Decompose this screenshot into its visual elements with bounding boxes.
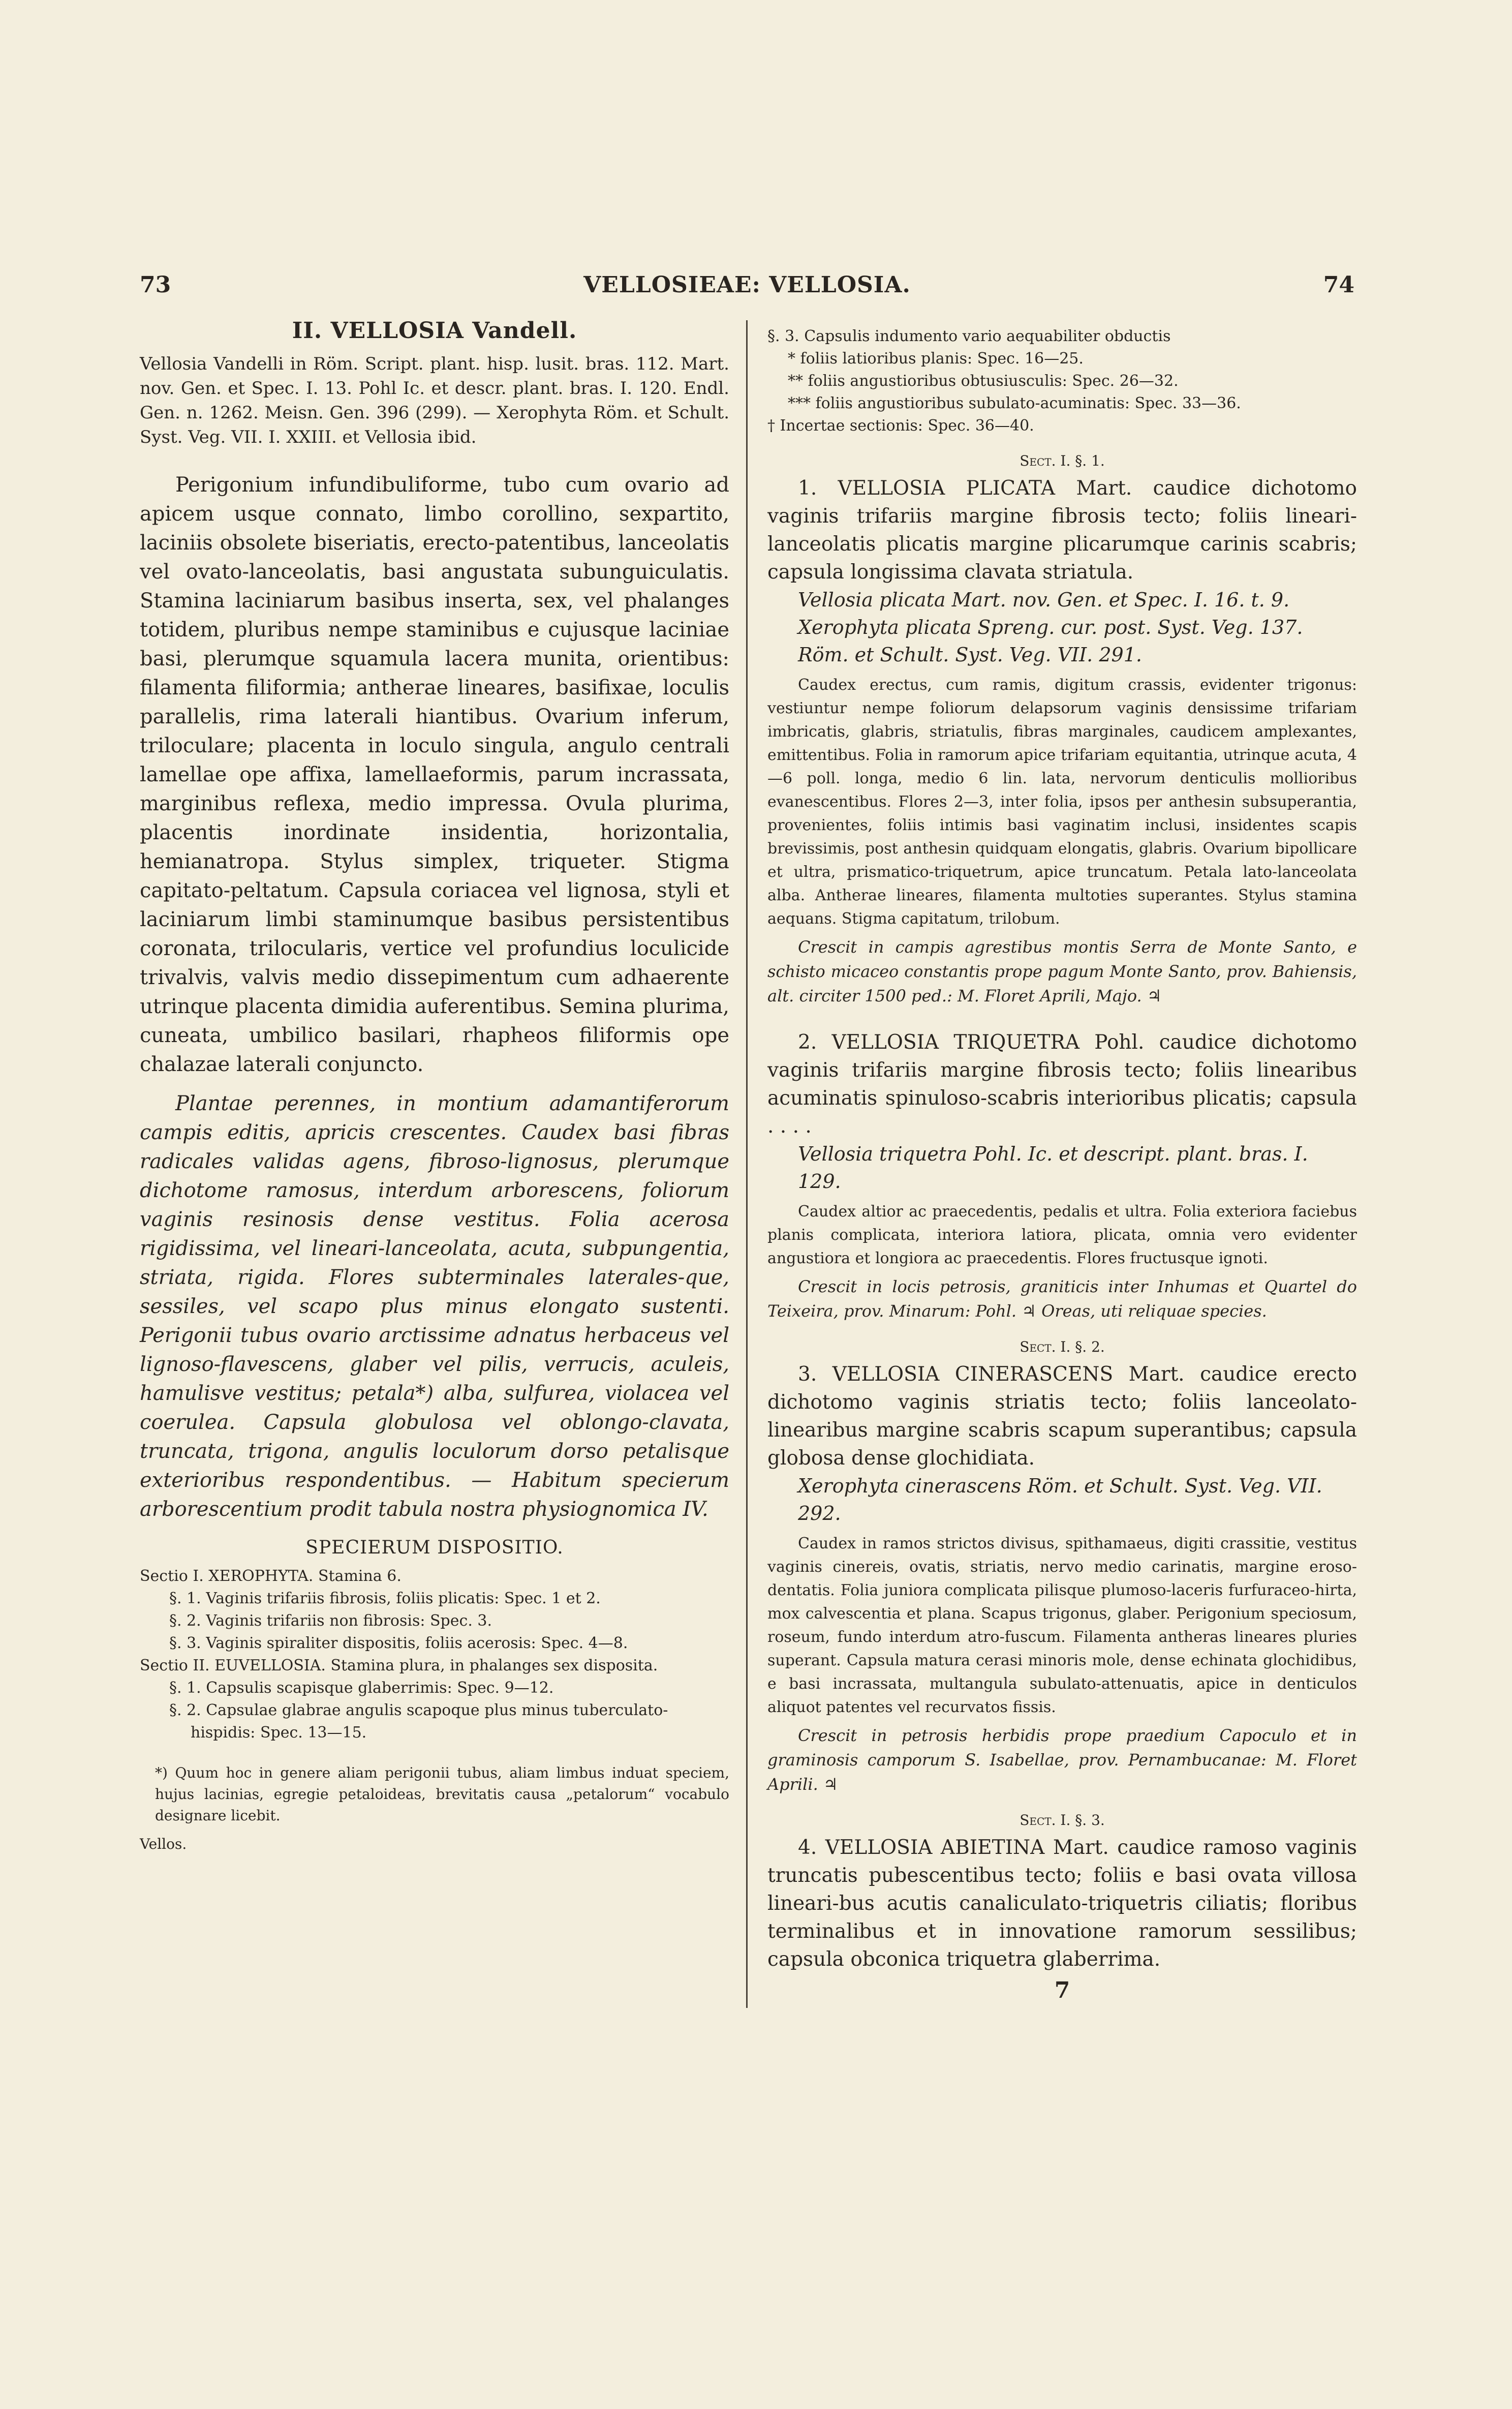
section-key-item: † Incertae sectionis: Spec. 36—40. <box>767 417 1034 435</box>
column-divider <box>746 320 748 2008</box>
right-column <box>767 325 1357 2003</box>
section-key-item: *** foliis angustioribus subulato-acuminatis: Spec. 33—36. <box>788 394 1241 412</box>
species-description: Caudex in ramos strictos divisus, spithamaeus, digiti crassitie, vestitus vaginis cinereis, ovatis, striatis, nervo medio carinatis, margine eroso-dentatis. Folia juniora complicata pilisque plumoso-laceris furfuraceo-hirta, mox calvescentia et plana. Scapus trigonus, glaber. Perigonium speciosum, roseum, fundo interdum atro-fuscum. Filamenta antheras lineares pluries superant. Capsula matura cerasi minoris mole, dense echinata glochidibus, e basi incrassata, multangula subulato-attenuatis, apice in denticulos aliquot patentes vel recurvatos fissis. <box>767 1535 1357 1716</box>
page-header <box>140 272 1354 308</box>
species-reference: Vellosia plicata Mart. nov. Gen. et Spec. I. 16. t. 9. <box>798 589 1290 611</box>
disposition-item: Sectio I. XEROPHYTA. Stamina 6. <box>140 1567 402 1585</box>
species-list <box>767 452 1357 1973</box>
disposition-item: §. 3. Vaginis spiraliter dispositis, foliis acerosis: Spec. 4—8. <box>169 1634 628 1652</box>
genus-title: II. VELLOSIA Vandell. <box>292 318 577 344</box>
synonymy: Vellosia Vandelli in Röm. Script. plant. hisp. lusit. bras. 112. Mart. nov. Gen. et Spec. I. 13. Pohl Ic. et descr. plant. bras. I. 120. Endl. Gen. n. 1262. Meisn. Gen. 396 (299). — Xerophyta Röm. et Schult. Syst. Veg. VII. I. XXIII. et Vellosia ibid. <box>140 354 729 447</box>
disposition-item: §. 1. Vaginis trifariis fibrosis, foliis plicatis: Spec. 1 et 2. <box>169 1590 601 1607</box>
running-title: VELLOSIEAE: VELLOSIA. <box>583 272 911 298</box>
genus-habit: Plantae perennes, in montium adamantiferorum campis editis, apricis crescentes. Caudex basi fibras radicales validas agens, fibroso-lignosus, plerumque dichotome ramosus, interdum arborescens, foliorum vaginis resinosis dense vestitus. Folia acerosa rigidissima, vel lineari-lanceolata, acuta, subpungentia, striata, rigida. Flores subterminales laterales-que, sessiles, vel scapo plus minus elongato sustenti. Perigonii tubus ovario arctissime adnatus herbaceus vel lignoso-flavescens, glaber vel pilis, verrucis, aculeis, hamulisve vestitus; petala*) alba, sulfurea, violacea vel coerulea. Capsula globulosa vel oblongo-clavata, truncata, trigona, angulis loculorum dorso petalisque exterioribus respondentibus. — Habitum specierum arborescentium prodit tabula nostra physiognomica IV. <box>140 1092 729 1521</box>
section-heading: Sect. I. §. 2. <box>1020 1338 1105 1355</box>
species-description: Caudex erectus, cum ramis, digitum crassis, evidenter trigonus: vestiuntur nempe foliorum delapsorum vaginis densissime trifariam imbricatis, glabris, striatulis, fibras marginales, caudicem amplexantes, emittentibus. Folia in ramorum apice trifariam equitantia, utrinque acuta, 4—6 poll. longa, medio 6 lin. lata, nervorum denticulis mollioribus evanescentibus. Flores 2—3, inter folia, ipsos per anthesin subsuperantia, provenientes, foliis intimis basi vaginatim inclusi, insidentes scapis brevissimis, post anthesin quidquam elongatis, glabris. Ovarium bipollicare et ultra, prismatico-triquetrum, apice truncatum. Petala lato-lanceolata alba. Antherae lineares, filamenta multoties superantes. Stylus stamina aequans. Stigma capitatum, trilobum. <box>767 676 1357 928</box>
species-habitat: Crescit in petrosis herbidis prope praedium Capoculo et in graminosis camporum S. Isabellae, prov. Pernambucanae: M. Floret Aprili. ♃ <box>767 1726 1357 1794</box>
section-heading: Sect. I. §. 1. <box>1020 452 1105 469</box>
species-reference: Vellosia triquetra Pohl. Ic. et descript. plant. bras. I. 129. <box>798 1143 1308 1193</box>
signature-mark: Vellos. <box>140 1836 187 1852</box>
species-entry <box>767 452 1357 1008</box>
section-key-item: * foliis latioribus planis: Spec. 16—25. <box>788 350 1084 368</box>
species-reference: Xerophyta plicata Spreng. cur. post. Syst. Veg. 137. Röm. et Schult. Syst. Veg. VII. 291. <box>798 616 1303 666</box>
disposition-item: §. 2. Vaginis trifariis non fibrosis: Spec. 3. <box>169 1612 492 1630</box>
species-entry <box>767 1812 1357 1973</box>
species-heading: 2. VELLOSIA TRIQUETRA Pohl. caudice dichotomo vaginis trifariis margine fibrosis tecto; foliis linearibus acuminatis spinuloso-scabris interioribus plicatis; capsula . . . . <box>767 1031 1357 1138</box>
species-reference: Xerophyta cinerascens Röm. et Schult. Syst. Veg. VII. 292. <box>798 1475 1322 1524</box>
signature-number: 7 <box>1054 1977 1070 2003</box>
section-key-list <box>767 325 1357 437</box>
species-heading: 4. VELLOSIA ABIETINA Mart. caudice ramoso vaginis truncatis pubescentibus tecto; foliis e basi ovata villosa lineari-bus acutis canaliculato-triquetris ciliatis; floribus terminalibus et in innovatione ramorum sessilibus; capsula obconica triquetra glaberrima. <box>767 1836 1357 1971</box>
page-number-right: 74 <box>1323 272 1354 298</box>
genus-description: Perigonium infundibuliforme, tubo cum ovario ad apicem usque connato, limbo corollino, sexpartito, laciniis obsolete biseriatis, erecto-patentibus, lanceolatis vel ovato-lanceolatis, basi angustata subunguiculatis. Stamina laciniarum basibus inserta, sex, vel phalanges totidem, pluribus nempe staminibus e cujusque laciniae basi, plerumque squamula lacera munita, orientibus: filamenta filiformia; antherae lineares, basifixae, loculis parallelis, rima laterali hiantibus. Ovarium inferum, triloculare; placenta in loculo singula, angulo centrali lamellae ope affixa, lamellaeformis, parum incrassata, marginibus reflexa, medio impressa. Ovula plurima, placentis inordinate insidentia, horizontalia, hemianatropa. Stylus simplex, triqueter. Stigma capitato-peltatum. Capsula coriacea vel lignosa, styli et laciniarum limbi staminumque basibus persistentibus coronata, trilocularis, vertice vel profundius loculicide trivalvis, valvis medio dissepimentum cum adhaerente utrinque placenta dimidia auferentibus. Semina plurima, cuneata, umbilico basilari, rhapheos filiformis ope chalazae laterali conjuncto. <box>140 473 729 1076</box>
disposition-item: §. 1. Capsulis scapisque glaberrimis: Spec. 9—12. <box>169 1679 554 1697</box>
footnote: *) Quum hoc in genere aliam perigonii tubus, aliam limbus induat speciem, hujus lacinias, egregie petaloideas, brevitatis causa „petalorum“ vocabulo designare licebit. <box>155 1764 729 1824</box>
left-column <box>140 318 729 1852</box>
disposition-list <box>140 1565 729 1744</box>
section-heading: Sect. I. §. 3. <box>1020 1812 1105 1828</box>
section-key-item: ** foliis angustioribus obtusiusculis: Spec. 26—32. <box>788 372 1179 390</box>
species-heading: 3. VELLOSIA CINERASCENS Mart. caudice erecto dichotomo vaginis striatis tecto; foliis lanceolato-linearibus margine scabris scapum superantibus; capsula globosa dense glochidiata. <box>767 1363 1357 1470</box>
species-entry <box>767 1028 1357 1323</box>
species-entry <box>767 1338 1357 1796</box>
disposition-item: §. 2. Capsulae glabrae angulis scapoque plus minus tuberculato- <box>169 1701 668 1719</box>
disposition-item: Sectio II. EUVELLOSIA. Stamina plura, in phalanges sex disposita. <box>140 1657 658 1674</box>
disposition-item: hispidis: Spec. 13—15. <box>191 1724 367 1742</box>
species-description: Caudex altior ac praecedentis, pedalis et ultra. Folia exteriora faciebus planis complicata, interiora latiora, plicata, omnia vero evidenter angustiora et longiora ac praecedentis. Flores fructusque ignoti. <box>767 1203 1357 1267</box>
species-habitat: Crescit in campis agrestibus montis Serra de Monte Santo, e schisto micaceo constantis prope pagum Monte Santo, prov. Bahiensis, alt. circiter 1500 ped.: M. Floret Aprili, Majo. ♃ <box>767 937 1357 1005</box>
section-key-item: §. 3. Capsulis indumento vario aequabiliter obductis <box>767 327 1171 345</box>
spacer <box>140 449 729 471</box>
disposition-title: SPECIERUM DISPOSITIO. <box>305 1537 564 1558</box>
species-heading: 1. VELLOSIA PLICATA Mart. caudice dichotomo vaginis trifariis margine fibrosis tecto; foliis lineari-lanceolatis plicatis margine plicarumque carinis scabris; capsula longissima clavata striatula. <box>767 477 1357 584</box>
species-habitat: Crescit in locis petrosis, graniticis inter Inhumas et Quartel do Teixeira, prov. Minarum: Pohl. ♃ Oreas, uti reliquae species. <box>767 1277 1357 1321</box>
page-number-left: 73 <box>140 272 171 298</box>
